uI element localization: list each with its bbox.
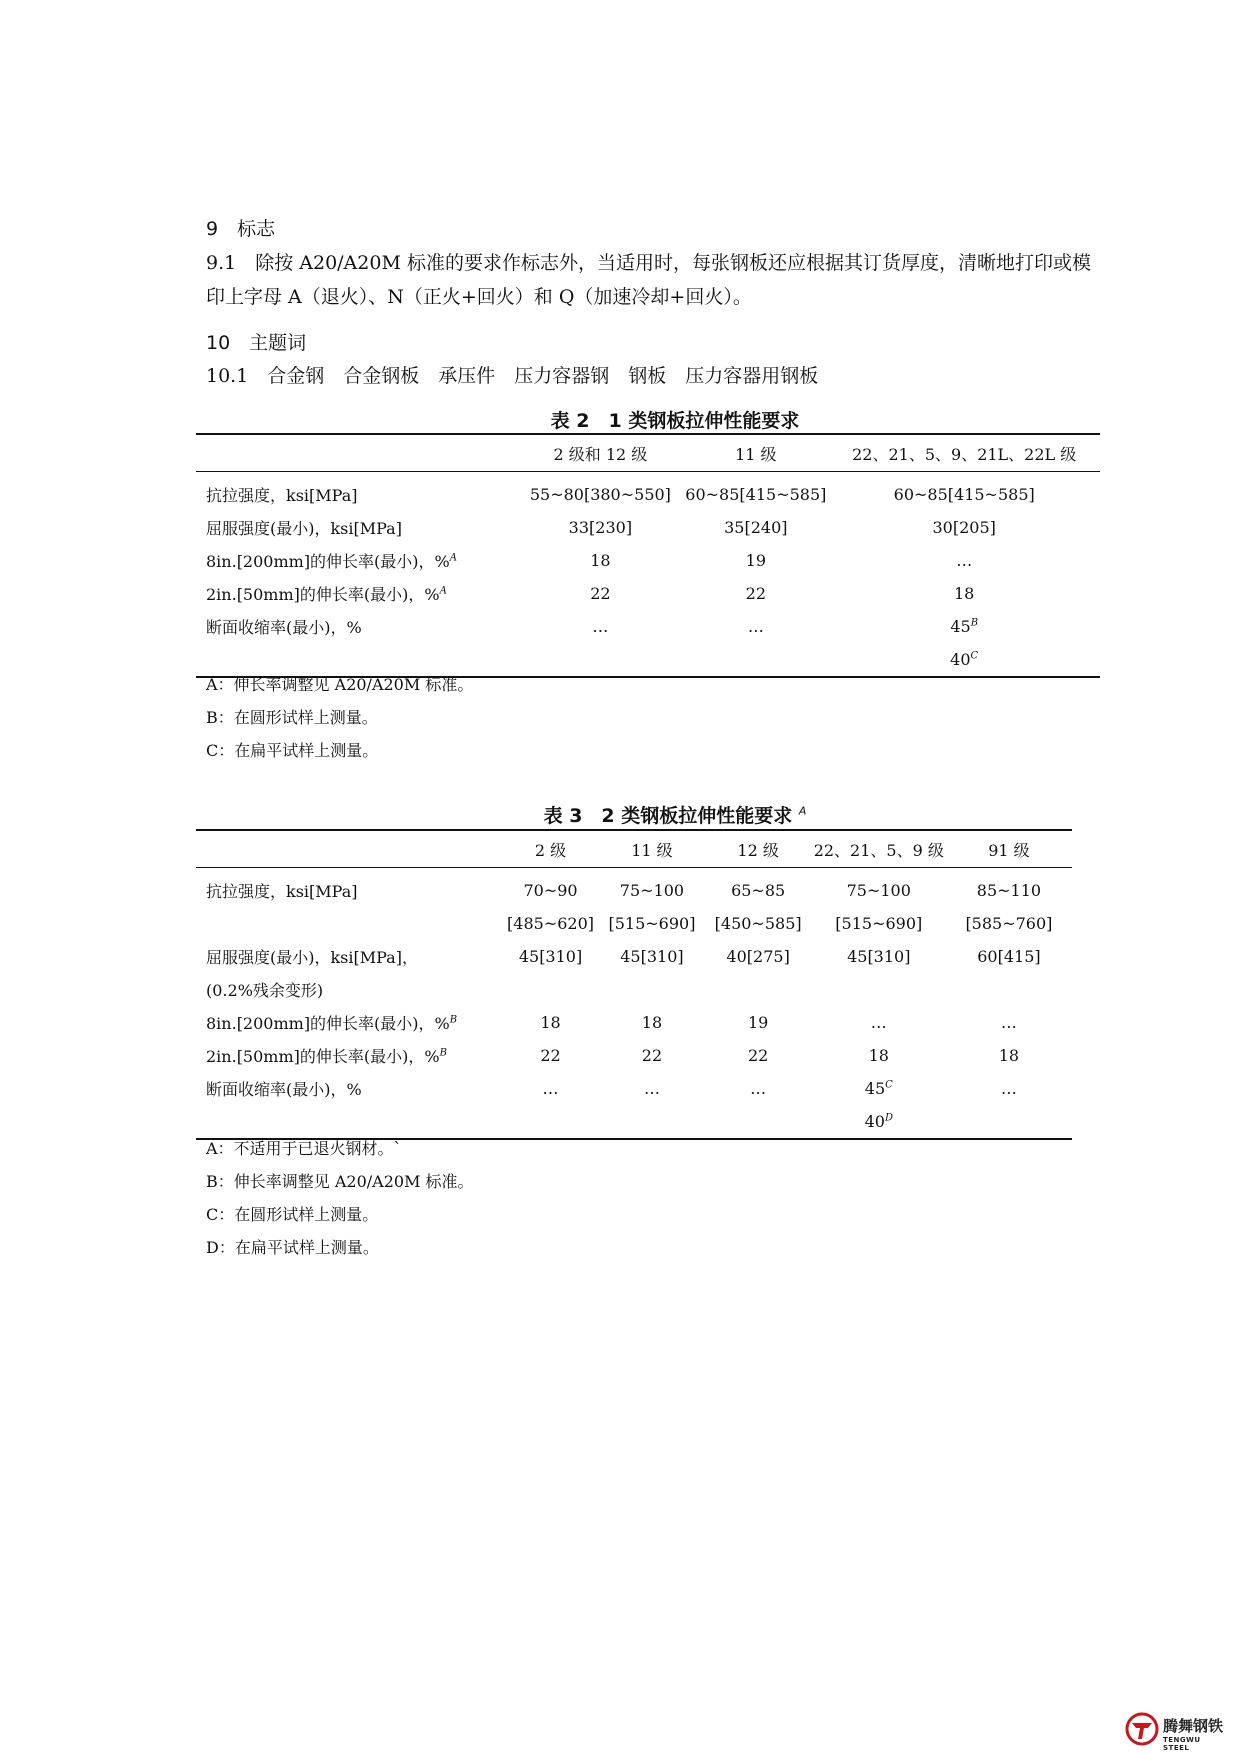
table3-row-label (196, 907, 502, 940)
table3-cell (599, 973, 704, 1006)
table2-cell (517, 643, 683, 677)
table3-cell: 85~110 (976, 881, 1042, 900)
table2-row-label: 断面收缩率(最小)，% (206, 618, 362, 637)
table2-cell: 33[230] (568, 518, 633, 537)
section-10-1-keywords: 10.1 合金钢 合金钢板 承压件 压力容器钢 钢板 压力容器用钢板 (206, 365, 819, 387)
table2 (196, 435, 1100, 678)
table3-cell: [450~585] (714, 914, 802, 933)
table2-cell: 60~85[415~585] (685, 485, 827, 504)
table3-cell: 22 (747, 1046, 769, 1065)
logo-name: 腾舞钢铁 (1163, 1717, 1224, 1735)
table3-cell: 19 (747, 1013, 769, 1032)
table3-cell: … (750, 1079, 767, 1098)
table3-cell (705, 973, 812, 1006)
table3-cell: 45[310] (518, 947, 583, 966)
footnote-ref: A (449, 552, 457, 564)
table3-cell: 60[415] (977, 947, 1041, 966)
table3-row (196, 1006, 1072, 1039)
table2-cell: 18 (954, 584, 975, 603)
table3-cell: 45[310] (620, 947, 684, 966)
table2-row (196, 472, 1100, 512)
table3-row-label: 抗拉强度，ksi[MPa] (206, 882, 358, 901)
table3-cell (502, 1105, 600, 1139)
table2-cell: 60~85[415~585] (893, 485, 1035, 504)
section-9-heading: 9 标志 (206, 218, 276, 240)
table3-row-label: 屈服强度(最小)，ksi[MPa]， (206, 948, 418, 967)
table3-row (196, 940, 1072, 973)
table2-cell: $45^B$ (950, 617, 979, 636)
table3-row-label: 断面收缩率(最小)，% (206, 1080, 362, 1099)
table3-cell (502, 973, 600, 1006)
table3-cell: 18 (998, 1046, 1020, 1065)
table2-header-cell: 2 级和 12 级 (517, 435, 683, 472)
table2-cell: 35[240] (724, 518, 788, 537)
table3-cell (946, 1105, 1072, 1139)
table2-caption: 表 2 1 类钢板拉伸性能要求 (550, 410, 800, 432)
table3-cell: … (643, 1079, 660, 1098)
table3-cell (812, 973, 946, 1006)
table3-cell: $45^C$ (864, 1079, 893, 1098)
table2-header-cell (196, 435, 517, 472)
table3-cell: 22 (641, 1046, 663, 1065)
table2-cell: … (747, 617, 764, 636)
table2-header-cell: 22、21、5、9、21L、22L 级 (828, 435, 1100, 472)
table3-header-cell: 22、21、5、9 级 (812, 831, 946, 868)
table2-row (196, 610, 1100, 643)
company-logo (1125, 1712, 1225, 1752)
table3-row (196, 1039, 1072, 1072)
footnote-ref: D (884, 1112, 893, 1124)
footnote-ref: A (439, 585, 447, 597)
table3-note: C：在圆形试样上测量。 (206, 1205, 379, 1224)
table3-cell: [485~620] (507, 914, 594, 933)
table3-row (196, 868, 1072, 908)
table2-note: A：伸长率调整见 A20/A20M 标准。 (206, 675, 474, 694)
table2-header-row (196, 435, 1100, 472)
table3-row (196, 973, 1072, 1006)
table2-cell: 30[205] (932, 518, 996, 537)
table3-header-row (196, 831, 1072, 868)
table3-cell: 65~85 (731, 881, 786, 900)
table3-cell: 18 (641, 1013, 663, 1032)
footnote-ref: B (970, 617, 979, 629)
table2-cell: 22 (590, 584, 611, 603)
table3-row (196, 907, 1072, 940)
table3-cell: 18 (540, 1013, 561, 1032)
table3 (196, 831, 1072, 1140)
table3-cell: 75~100 (846, 881, 911, 900)
table3-row (196, 1072, 1072, 1105)
table2-row (196, 544, 1100, 577)
table2-row-label: 8in.[200mm]的伸长率(最小)，%$^A$ (206, 552, 457, 571)
table3-cell: 18 (868, 1046, 889, 1065)
table2-cell: 22 (745, 584, 766, 603)
table3-cell: … (542, 1079, 559, 1098)
table3-cell: 40[275] (726, 947, 790, 966)
table3-cell: [515~690] (608, 914, 696, 933)
logo-mark-icon (1125, 1712, 1159, 1746)
table3-cell: 70~90 (523, 881, 578, 900)
footnote-ref: B (439, 1047, 447, 1059)
table3-cell: [585~760] (965, 914, 1053, 933)
table2-row-label: 2in.[50mm]的伸长率(最小)，%$^A$ (206, 585, 447, 604)
table3-cell: 45[310] (847, 947, 911, 966)
table3-cell: … (1000, 1079, 1017, 1098)
table2-cell: 55~80[380~550] (529, 485, 671, 504)
table3-cell: 75~100 (619, 881, 685, 900)
table3-header-cell: 11 级 (599, 831, 704, 868)
table2-notes (206, 668, 473, 767)
table2-note: C：在扁平试样上测量。 (206, 741, 379, 760)
table3-note: B：伸长率调整见 A20/A20M 标准。 (206, 1172, 474, 1191)
footnote-ref: B (449, 1014, 458, 1026)
table3-cell (705, 1105, 812, 1139)
section-10-heading: 10 主题词 (206, 332, 307, 354)
table3-cell: 22 (540, 1046, 561, 1065)
table2-header-cell: 11 级 (683, 435, 828, 472)
table2-cell: … (592, 617, 609, 636)
table3-header-cell: 91 级 (946, 831, 1072, 868)
table3-cell: $40^D$ (812, 1105, 946, 1139)
table2-note: B：在圆形试样上测量。 (206, 708, 378, 727)
table3-caption: 表 3 2 类钢板拉伸性能要求 $^A$ (543, 804, 807, 827)
footnote-ref: A (798, 804, 807, 818)
table3-header-cell (196, 831, 502, 868)
table2-cell: 19 (745, 551, 766, 570)
table2-row-label: 屈服强度(最小)，ksi[MPa] (206, 519, 402, 538)
table3-header-cell: 2 级 (502, 831, 600, 868)
table3-note: D：在扁平试样上测量。 (206, 1238, 379, 1257)
table3-cell (946, 973, 1072, 1006)
table2-row (196, 577, 1100, 610)
table2-cell: 18 (590, 551, 611, 570)
section-9-1-paragraph: 9.1 除按 A20/A20M 标准的要求作标志外，当适用时，每张钢板还应根据其订货厚度，清晰地打印或模印上字母 A（退火）、N（正火+回火）和 Q（加速冷却+回火）。 (206, 252, 1091, 308)
table3-row-label: 8in.[200mm]的伸长率(最小)，%$^B$ (206, 1014, 458, 1033)
table3-row-label: 2in.[50mm]的伸长率(最小)，%$^B$ (206, 1047, 447, 1066)
table2-row (196, 511, 1100, 544)
table2-row-label: 抗拉强度，ksi[MPa] (206, 486, 358, 505)
table3-row-label: (0.2%残余变形) (206, 981, 324, 1000)
table2-cell: $40^C$ (828, 643, 1100, 677)
table3-cell: … (1000, 1013, 1017, 1032)
logo-subtitle: TENGWU STEEL (1163, 1736, 1201, 1752)
table3-notes (206, 1132, 474, 1264)
footnote-ref: C (970, 650, 979, 662)
table3-cell: … (870, 1013, 887, 1032)
table2-cell (683, 643, 828, 677)
table2-cell: … (956, 551, 973, 570)
table3-cell: [515~690] (835, 914, 923, 933)
table3-note: A：不适用于已退火钢材。` (206, 1139, 402, 1158)
table3-cell (599, 1105, 704, 1139)
table3-header-cell: 12 级 (705, 831, 812, 868)
footnote-ref: C (885, 1079, 893, 1091)
